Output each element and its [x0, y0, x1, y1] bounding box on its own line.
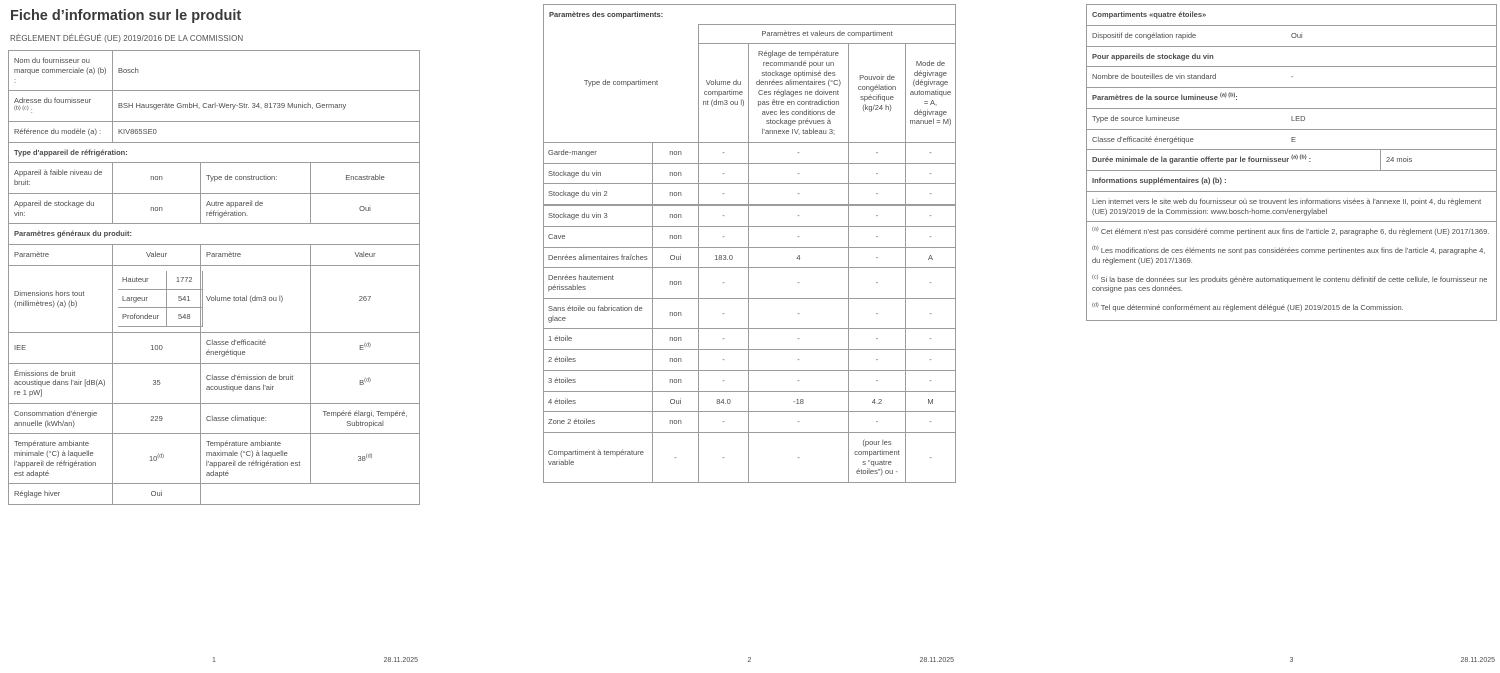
table-row — [9, 51, 420, 91]
present-cell: non — [653, 329, 699, 350]
defrost-mode-cell: - — [906, 268, 956, 299]
table-row — [1087, 222, 1497, 321]
compartment-row — [544, 268, 956, 299]
footnote-marker: (d) — [364, 377, 371, 384]
section-heading-light-source: Paramètres de la source lumineuse $^{(a) (b)}$: — [1087, 88, 1497, 109]
present-cell: non — [653, 412, 699, 433]
table-row — [118, 289, 203, 308]
model-reference-label: Référence du modèle (a) : — [9, 121, 113, 142]
volume-cell: - — [699, 329, 749, 350]
section-heading-type: Type d'appareil de réfrigération: — [9, 142, 420, 163]
winter-setting-label: Réglage hiver — [9, 484, 113, 505]
param-value-cell: $B^{(d)}$ — [311, 363, 420, 403]
light-efficiency-row — [1087, 129, 1497, 150]
defrost-mode-cell: M — [906, 391, 956, 412]
light-source-type-label: Type de source lumineuse — [1092, 113, 1180, 123]
freezing-capacity-cell: - — [849, 142, 906, 163]
param-label-cell: Température ambiante maximale (°C) à laquelle l'appareil de réfrigération est adapté — [201, 434, 311, 484]
compartment-name-cell: Stockage du vin 3 — [544, 205, 653, 226]
compartment-name-cell: Sans étoile ou fabrication de glace — [544, 298, 653, 329]
defrost-mode-cell: - — [906, 370, 956, 391]
compartment-name-cell: Denrées hautement périssables — [544, 268, 653, 299]
supplier-address-value: BSH Hausgeräte GmbH, Carl-Wery-Str. 34, 81739 Munich, Germany — [113, 91, 420, 122]
freezing-capacity-cell: - — [849, 329, 906, 350]
page-footer-2 — [543, 657, 956, 664]
present-cell: non — [653, 268, 699, 299]
appliance-type-table — [8, 162, 420, 224]
table-row — [9, 245, 420, 266]
defrost-mode-cell: - — [906, 163, 956, 184]
compartment-name-cell: 3 étoiles — [544, 370, 653, 391]
param-value-cell: Encastrable — [311, 163, 420, 194]
compartment-name-cell: Compartiment à température variable — [544, 433, 653, 483]
table-row — [9, 142, 420, 163]
compartment-row — [544, 433, 956, 483]
param-value-cell: 100 — [113, 333, 201, 364]
supplier-website-text: Lien internet vers le site web du fournisseur où se trouvent les informations visées à l'annexe II, point 4, du règlement (UE) 2019/2019 de la Commission: www.bosch-home.com/energylabel — [1087, 191, 1497, 222]
compartment-row — [544, 184, 956, 205]
dimensions-values-cell — [113, 265, 201, 332]
temperature-cell: - — [749, 370, 849, 391]
table-row — [1087, 67, 1497, 88]
defrost-mode-cell: - — [906, 226, 956, 247]
table-row — [9, 403, 420, 434]
volume-cell: 183.0 — [699, 247, 749, 268]
empty-cell — [201, 484, 420, 505]
fast-freeze-row — [1087, 25, 1497, 46]
defrost-mode-cell: - — [906, 433, 956, 483]
wine-bottles-value: - — [1291, 72, 1294, 82]
param-label-cell: Émissions de bruit acoustique dans l'air [dB(A) re 1 pW] — [9, 363, 113, 403]
column-header-compartment-type: Type de compartiment — [544, 25, 699, 143]
table-row — [9, 484, 420, 505]
page-number: 1 — [212, 657, 216, 664]
section-heading-wine-storage: Pour appareils de stockage du vin — [1087, 46, 1497, 67]
temperature-cell: - — [749, 350, 849, 371]
defrost-mode-cell: - — [906, 205, 956, 226]
label-text: Adresse du fournisseur — [14, 96, 92, 106]
product-sheet-page-2 — [543, 5, 956, 483]
volume-cell: - — [699, 433, 749, 483]
present-cell: - — [653, 433, 699, 483]
freezing-capacity-cell: 4.2 — [849, 391, 906, 412]
param-label-cell: Autre appareil de réfrigération. — [201, 193, 311, 224]
light-source-type-value: LED — [1291, 113, 1306, 123]
freezing-capacity-cell: - — [849, 163, 906, 184]
footnote-marker: (d) — [365, 453, 373, 460]
compartment-row — [544, 298, 956, 329]
compartments-table — [543, 4, 956, 483]
footer-date: 28.11.2025 — [919, 657, 954, 664]
section-heading-general: Paramètres généraux du produit: — [9, 224, 420, 245]
param-label-cell: Consommation d'énergie annuelle (kWh/an) — [9, 403, 113, 434]
footnote-marker: (d) — [364, 342, 371, 349]
footnote-a: $^{(a)}$ Cet élément n'est pas considéré comme pertinent aux fins de l'article 2, paragraphe 6, du règlement (UE) 2017/1369. — [1092, 226, 1490, 237]
param-value-cell: 229 — [113, 403, 201, 434]
product-sheet-page-3 — [1086, 5, 1497, 321]
present-cell: Oui — [653, 247, 699, 268]
temperature-cell: - — [749, 184, 849, 205]
volume-cell: - — [699, 205, 749, 226]
footer-date: 28.11.2025 — [1460, 657, 1495, 664]
table-row — [1087, 150, 1497, 171]
compartments-caption: Paramètres des compartiments: — [544, 5, 699, 25]
page-footer-3 — [1086, 657, 1497, 664]
freezing-capacity-cell: - — [849, 247, 906, 268]
table-row — [1087, 88, 1497, 109]
total-volume-label: Volume total (dm3 ou l) — [201, 265, 311, 332]
temperature-cell: - — [749, 298, 849, 329]
fast-freeze-label: Dispositif de congélation rapide — [1092, 30, 1197, 40]
present-cell: non — [653, 163, 699, 184]
table-row — [1087, 171, 1497, 192]
fast-freeze-value: Oui — [1291, 30, 1303, 40]
freezing-capacity-cell: - — [849, 268, 906, 299]
param-label-cell: Classe d'efficacité énergétique — [201, 333, 311, 364]
empty-cell — [699, 5, 956, 25]
column-header-value: Valeur — [113, 245, 201, 266]
table-row — [9, 265, 420, 332]
general-section-heading-table — [8, 223, 420, 245]
section-heading-additional-info: Informations supplémentaires (a) (b) : — [1087, 171, 1497, 192]
light-source-type-row — [1087, 108, 1497, 129]
column-header-temperature: Réglage de température recommandé pour un stockage optimisé des denrées alimentaires (°C) Ces réglages ne doivent pas être en contradiction avec les conditions de stockage prévues à l'annexe IV, tableau 3; — [749, 44, 849, 143]
freezing-capacity-cell: - — [849, 298, 906, 329]
defrost-mode-cell: - — [906, 184, 956, 205]
defrost-mode-cell: - — [906, 412, 956, 433]
footer-date: 28.11.2025 — [383, 657, 418, 664]
volume-cell: - — [699, 226, 749, 247]
defrost-mode-cell: - — [906, 142, 956, 163]
table-row — [9, 333, 420, 364]
section-heading-four-star: Compartiments «quatre étoiles» — [1087, 5, 1497, 26]
compartment-row — [544, 391, 956, 412]
product-sheet-page-1 — [8, 4, 420, 505]
volume-cell: - — [699, 298, 749, 329]
param-value-cell: 38$^{(d)}$ — [311, 434, 420, 484]
param-label-cell: Classe climatique: — [201, 403, 311, 434]
temperature-cell: - — [749, 205, 849, 226]
present-cell: non — [653, 370, 699, 391]
table-row — [1087, 25, 1497, 46]
compartment-row — [544, 329, 956, 350]
wine-bottles-row — [1087, 67, 1497, 88]
volume-cell: - — [699, 184, 749, 205]
dimension-key: Hauteur — [118, 271, 166, 289]
page-title: Fiche d’information sur le produit — [10, 8, 242, 24]
temperature-cell: -18 — [749, 391, 849, 412]
present-cell: non — [653, 350, 699, 371]
footnote-marker: (a) — [1092, 226, 1099, 233]
temperature-cell: 4 — [749, 247, 849, 268]
defrost-mode-cell: A — [906, 247, 956, 268]
supplier-name-label: Nom du fournisseur ou marque commerciale (a) (b) : — [9, 51, 113, 91]
compartment-row — [544, 412, 956, 433]
footnote-marker: (c) — [1092, 274, 1099, 280]
supplier-name-value: Bosch — [113, 51, 420, 91]
group-header-compartment-values: Paramètres et valeurs de compartiment — [699, 25, 956, 44]
supplier-address-label — [9, 91, 113, 122]
volume-cell: - — [699, 412, 749, 433]
table-row — [9, 193, 420, 224]
present-cell: Oui — [653, 391, 699, 412]
table-row — [9, 434, 420, 484]
freezing-capacity-cell: - — [849, 370, 906, 391]
compartment-row — [544, 205, 956, 226]
warranty-value-cell: 24 mois — [1381, 150, 1497, 171]
volume-cell: - — [699, 350, 749, 371]
warranty-label-cell: Durée minimale de la garantie offerte par le fournisseur $^{(a) (b)}$ : — [1087, 150, 1381, 171]
dimension-key: Profondeur — [118, 308, 166, 327]
temperature-cell: - — [749, 163, 849, 184]
freezing-capacity-cell: (pour les compartiments “quatre étoiles”) ou - — [849, 433, 906, 483]
dimension-value: 541 — [166, 289, 203, 308]
compartment-row — [544, 142, 956, 163]
light-efficiency-value: E — [1291, 134, 1297, 144]
dimension-value: 548 — [166, 308, 203, 327]
column-header-volume: Volume du compartiment (dm3 ou l) — [699, 44, 749, 143]
compartment-name-cell: Denrées alimentaires fraîches — [544, 247, 653, 268]
table-row — [1087, 46, 1497, 67]
table-row — [9, 121, 420, 142]
temperature-cell: - — [749, 226, 849, 247]
table-row — [1087, 108, 1497, 129]
footnote-marker: (d) — [1092, 302, 1099, 309]
footnotes-cell — [1087, 222, 1497, 321]
volume-cell: - — [699, 163, 749, 184]
freezing-capacity-cell: - — [849, 412, 906, 433]
dimension-value: 1772 — [166, 271, 203, 289]
general-parameters-table — [8, 244, 420, 505]
footnote-marker: (b) (c) — [14, 105, 29, 112]
param-label-cell: Appareil de stockage du vin: — [9, 193, 113, 224]
present-cell: non — [653, 142, 699, 163]
param-label-cell: IEE — [9, 333, 113, 364]
temperature-cell: - — [749, 433, 849, 483]
param-value-cell: $E^{(d)}$ — [311, 333, 420, 364]
freezing-capacity-cell: - — [849, 184, 906, 205]
footnote-marker: (d) — [157, 453, 165, 460]
volume-cell: - — [699, 142, 749, 163]
table-row — [9, 91, 420, 122]
temperature-cell: - — [749, 142, 849, 163]
param-value-cell: 10$^{(d)}$ — [113, 434, 201, 484]
column-header-defrost-mode: Mode de dégivrage (dégivrage automatique = A, dégivrage manuel = M) — [906, 44, 956, 143]
table-row — [9, 363, 420, 403]
table-row — [1087, 129, 1497, 150]
winter-setting-value: Oui — [113, 484, 201, 505]
footnote-c: $^{(c)}$ Si la base de données sur les produits génère automatiquement le contenu définitif de cette cellule, le fournisseur ne consigne pas ces données. — [1092, 274, 1488, 294]
param-value-cell: Tempéré élargi, Tempéré, Subtropical — [311, 403, 420, 434]
model-reference-value: KIV865SE0 — [113, 121, 420, 142]
temperature-cell: - — [749, 268, 849, 299]
compartment-name-cell: 4 étoiles — [544, 391, 653, 412]
compartment-name-cell: Cave — [544, 226, 653, 247]
label-colon: : — [28, 106, 33, 115]
param-value-cell: Oui — [311, 193, 420, 224]
column-header-parameter: Paramètre — [9, 245, 113, 266]
compartment-row — [544, 163, 956, 184]
compartment-row — [544, 370, 956, 391]
freezing-capacity-cell: - — [849, 226, 906, 247]
compartment-name-cell: 1 étoile — [544, 329, 653, 350]
additional-info-table — [1086, 4, 1497, 321]
dimensions-subtable — [118, 271, 203, 327]
param-label-cell: Type de construction: — [201, 163, 311, 194]
compartment-name-cell: 2 étoiles — [544, 350, 653, 371]
column-header-parameter: Paramètre — [201, 245, 311, 266]
present-cell: non — [653, 226, 699, 247]
present-cell: non — [653, 184, 699, 205]
temperature-cell: - — [749, 412, 849, 433]
volume-cell: 84.0 — [699, 391, 749, 412]
param-label-cell: Appareil à faible niveau de bruit: — [9, 163, 113, 194]
table-row — [9, 163, 420, 194]
temperature-cell: - — [749, 329, 849, 350]
table-row — [118, 271, 203, 289]
total-volume-value: 267 — [311, 265, 420, 332]
page-footer-1 — [8, 657, 420, 664]
dimensions-label: Dimensions hors tout (millimètres) (a) (b) — [9, 265, 113, 332]
table-row — [1087, 191, 1497, 222]
param-value-cell: non — [113, 193, 201, 224]
present-cell: non — [653, 298, 699, 329]
defrost-mode-cell: - — [906, 329, 956, 350]
compartment-row — [544, 226, 956, 247]
table-row — [1087, 5, 1497, 26]
dimension-key: Largeur — [118, 289, 166, 308]
column-header-value: Valeur — [311, 245, 420, 266]
freezing-capacity-cell: - — [849, 350, 906, 371]
compartment-name-cell: Garde-manger — [544, 142, 653, 163]
volume-cell: - — [699, 268, 749, 299]
footnote-marker: (a) (b) — [1291, 154, 1307, 161]
page-number: 2 — [747, 657, 752, 664]
defrost-mode-cell: - — [906, 350, 956, 371]
footnote-marker: (b) — [1092, 245, 1099, 252]
column-header-freezing-capacity: Pouvoir de congélation spécifique (kg/24 h) — [849, 44, 906, 143]
volume-cell: - — [699, 370, 749, 391]
type-section-heading-table — [8, 142, 420, 164]
compartment-name-cell: Zone 2 étoiles — [544, 412, 653, 433]
footnote-marker: (a) (b) — [1220, 92, 1236, 99]
light-efficiency-label: Classe d'efficacité énergétique — [1092, 134, 1194, 144]
param-value-cell: 35 — [113, 363, 201, 403]
freezing-capacity-cell: - — [849, 205, 906, 226]
param-value-cell: non — [113, 163, 201, 194]
regulation-subtitle: RÈGLEMENT DÉLÉGUÉ (UE) 2019/2016 DE LA COMMISSION — [10, 34, 244, 43]
table-row — [544, 5, 956, 25]
param-label-cell: Température ambiante minimale (°C) à laquelle l'appareil de réfrigération est adapté — [9, 434, 113, 484]
table-row — [544, 25, 956, 44]
defrost-mode-cell: - — [906, 298, 956, 329]
compartment-row — [544, 350, 956, 371]
compartment-name-cell: Stockage du vin — [544, 163, 653, 184]
footnote-d: $^{(d)}$ Tel que déterminé conformément au règlement délégué (UE) 2019/2015 de la Commission. — [1092, 302, 1404, 312]
table-row — [9, 224, 420, 245]
compartment-row — [544, 247, 956, 268]
table-row — [118, 308, 203, 327]
page-number: 3 — [1289, 657, 1294, 664]
wine-bottles-label: Nombre de bouteilles de vin standard — [1092, 72, 1217, 82]
supplier-table — [8, 50, 420, 143]
param-label-cell: Classe d'émission de bruit acoustique dans l'air — [201, 363, 311, 403]
present-cell: non — [653, 205, 699, 226]
footnote-b: $^{(b)}$ Les modifications de ces éléments ne sont pas considérées comme pertinentes aux fins de l'article 4, paragraphe 4, du règlement (UE) 2017/1369. — [1092, 245, 1486, 265]
compartment-name-cell: Stockage du vin 2 — [544, 184, 653, 205]
